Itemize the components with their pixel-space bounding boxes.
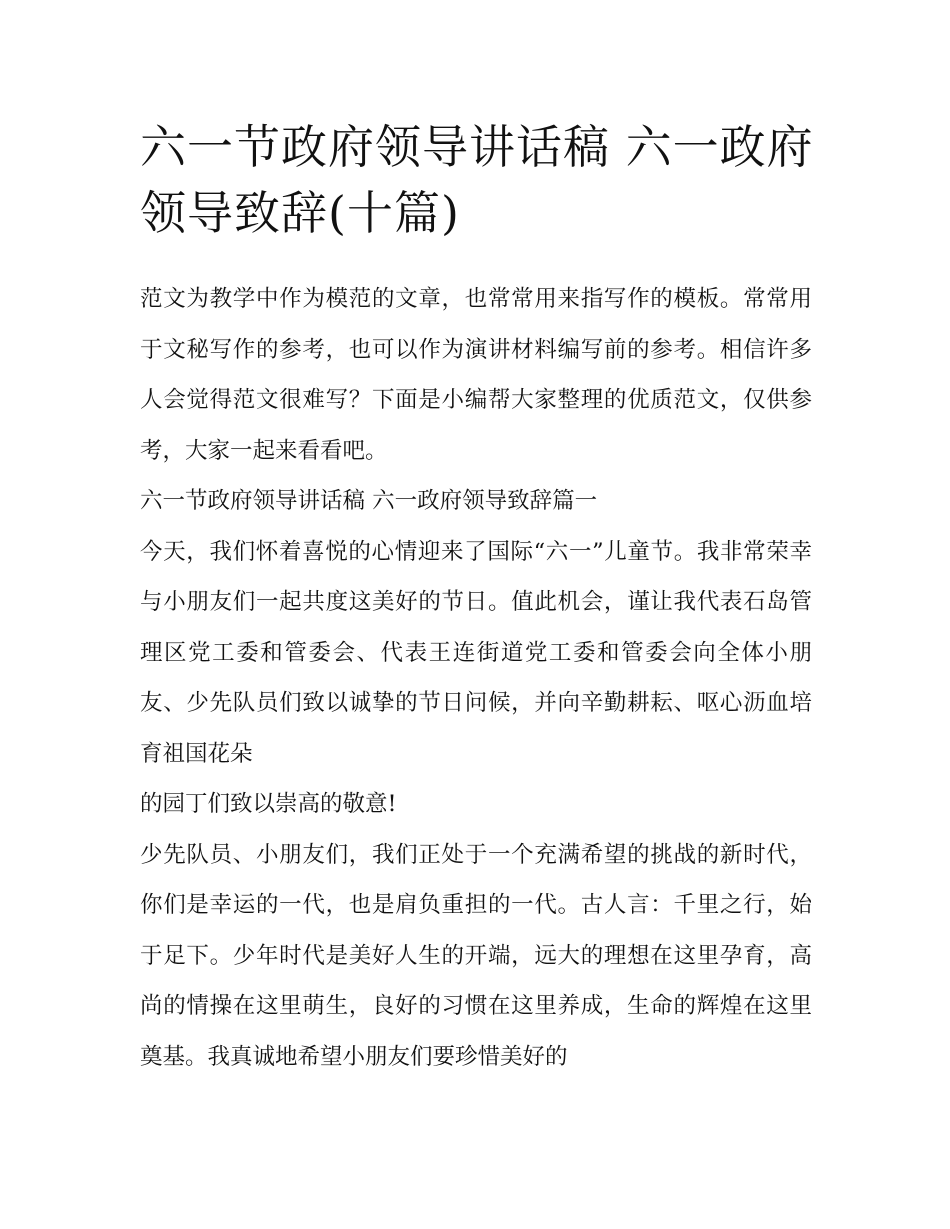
document-content [140,114,820,1082]
intro-paragraph: 范文为教学中作为模范的文章，也常常用来指写作的模板。常常用于文秘写作的参考，也可以作为演讲材料编写前的参考。相信许多人会觉得范文很难写？下面是小编帮大家整理的优质范文，仅供参考，大家一起来看看吧。 [140,286,812,464]
speech-paragraph: 今天，我们怀着喜悦的心情迎来了国际“六一”儿童节。我非常荣幸与小朋友们一起共度这美好的节日。值此机会，谨让我代表石岛管理区党工委和管委会、代表王连街道党工委和管委会向全体小朋友、少先队员们致以诚挚的节日问候，并向辛勤耕耘、呕心沥血培育祖国花朵 [140,538,812,767]
document-title: 六一节政府领导讲话稿 六一政府领导致辞(十篇) [140,120,814,240]
section-heading: 六一节政府领导讲话稿 六一政府领导致辞篇一 [140,488,598,514]
speech-paragraph: 少先队员、小朋友们，我们正处于一个充满希望的挑战的新时代，你们是幸运的一代，也是肩负重担的一代。古人言：千里之行，始于足下。少年时代是美好人生的开端，远大的理想在这里孕育，高尚的情操在这里萌生，良好的习惯在这里养成，生命的辉煌在这里奠基。我真诚地希望小朋友们要珍惜美好的 [140,841,812,1070]
speech-paragraph-continued: 的园丁们致以崇高的敬意! [140,791,397,817]
document-body [140,274,820,1082]
